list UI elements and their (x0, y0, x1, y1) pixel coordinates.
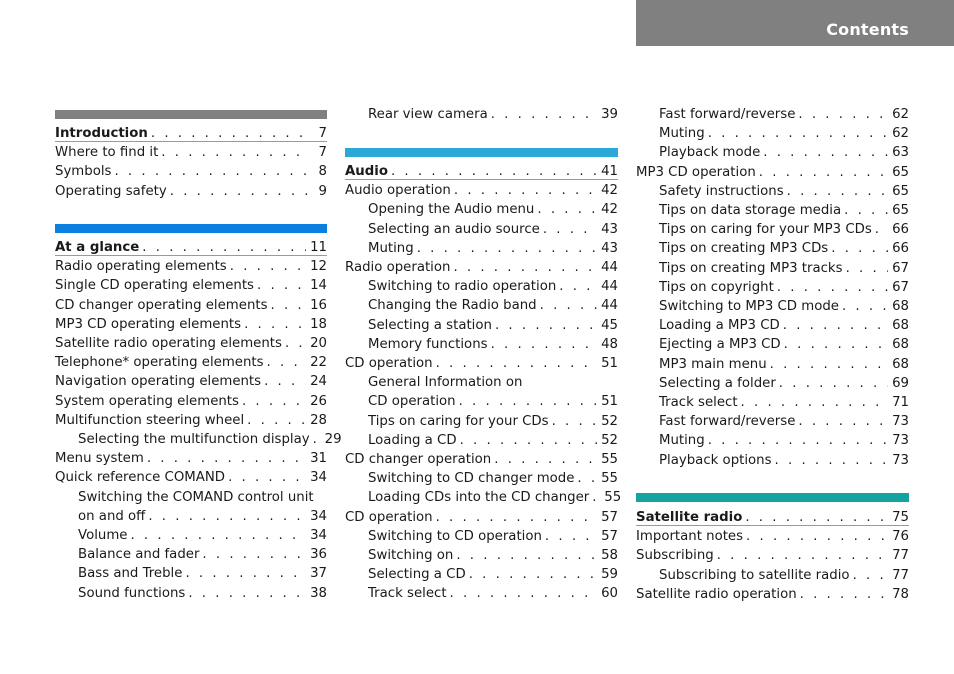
dot-leader (450, 584, 598, 603)
toc-entry-label: Selecting a folder (659, 375, 776, 391)
toc-entry-label: Loading CDs into the CD changer (368, 490, 590, 506)
dot-leader (148, 507, 306, 526)
toc-entry[interactable] (659, 451, 909, 470)
toc-entry-page: 8 (318, 164, 327, 180)
section-bar-at-a-glance (55, 224, 327, 233)
toc-entry[interactable] (55, 392, 327, 411)
toc-entry-label: Switching the COMAND control unit (78, 489, 314, 505)
toc-entry-page: 28 (310, 412, 327, 428)
toc-entry[interactable] (55, 411, 327, 430)
toc-entry[interactable] (368, 584, 618, 603)
toc-entry-label: Multifunction steering wheel (55, 412, 245, 428)
toc-entry[interactable] (659, 182, 909, 201)
dot-leader (777, 278, 888, 297)
toc-entry-label: Muting (368, 240, 414, 256)
dot-leader (708, 124, 888, 143)
toc-entry-page: 77 (892, 567, 909, 583)
dot-leader (453, 258, 597, 277)
toc-entry-page: 31 (310, 451, 327, 467)
toc-entry[interactable] (368, 412, 618, 431)
toc-entry[interactable] (368, 469, 618, 488)
dot-leader (417, 239, 597, 258)
toc-entry[interactable] (345, 162, 618, 181)
section-divider (636, 525, 909, 526)
toc-entry-label: CD operation (345, 509, 433, 525)
toc-entry-page: 76 (892, 529, 909, 545)
toc-entry[interactable] (636, 508, 909, 527)
toc-entry-label: Symbols (55, 164, 112, 180)
toc-entry-page: 68 (892, 299, 909, 314)
dot-leader (459, 392, 597, 411)
toc-entry[interactable] (345, 508, 618, 527)
section-divider (345, 179, 618, 180)
toc-entry-label: Switching on (368, 548, 454, 563)
toc-entry-label: Opening the Audio menu (368, 202, 535, 218)
toc-entry-page: 57 (601, 509, 618, 525)
toc-entry[interactable] (636, 585, 909, 604)
toc-entry-label: Tips on caring for your MP3 CDs (659, 222, 872, 238)
toc-entry[interactable] (636, 546, 909, 565)
dot-leader (559, 277, 597, 296)
dot-leader (114, 162, 307, 181)
toc-entry-page: 75 (892, 510, 909, 525)
dot-leader (875, 220, 888, 239)
toc-entry[interactable] (78, 584, 327, 603)
toc-entry-label: Satellite radio operation (636, 586, 797, 602)
toc-entry-page: 26 (310, 393, 327, 409)
toc-entry-label: Sound functions (78, 585, 186, 601)
toc-entry-page: 44 (601, 298, 618, 314)
toc-entry-page: 41 (601, 164, 618, 179)
dot-leader (717, 546, 888, 565)
toc-entry-page: 43 (601, 221, 618, 237)
dot-leader (708, 431, 888, 450)
dot-leader (460, 431, 597, 450)
dot-leader (853, 566, 889, 585)
dot-leader (495, 316, 597, 335)
toc-entry-label: Single CD operating elements (55, 278, 254, 294)
toc-entry-page: 37 (310, 566, 327, 582)
toc-entry-page: 68 (892, 337, 909, 353)
toc-entry-label: Rear view camera (368, 107, 488, 122)
section-bar-introduction (55, 110, 327, 119)
toc-entry[interactable] (55, 124, 327, 143)
dot-leader (779, 374, 888, 393)
toc-entry[interactable] (368, 373, 618, 392)
toc-entry-page: 48 (601, 336, 618, 352)
toc-entry[interactable] (368, 546, 618, 565)
toc-entry[interactable] (78, 545, 327, 564)
toc-entry-label: Where to find it (55, 145, 159, 161)
toc-entry-page: 24 (310, 374, 327, 390)
toc-entry-label: At a glance (55, 240, 140, 255)
dot-leader (242, 392, 306, 411)
toc-entry[interactable] (55, 372, 327, 391)
toc-entry-label: Operating safety (55, 183, 167, 199)
toc-entry-label: Switching to radio operation (368, 279, 557, 295)
dot-leader (454, 181, 597, 200)
toc-entry-label: CD changer operating elements (55, 297, 268, 313)
toc-entry-page: 12 (310, 259, 327, 275)
toc-entry-page: 63 (892, 145, 909, 161)
toc-entry-page: 52 (601, 413, 618, 429)
dot-leader (391, 162, 597, 181)
toc-entry-page: 34 (310, 508, 327, 524)
toc-entry-label: Introduction (55, 126, 148, 141)
toc-entry-label: Tips on copyright (659, 279, 774, 295)
toc-entry[interactable] (368, 392, 618, 411)
dot-leader (846, 259, 889, 278)
toc-entry[interactable] (55, 315, 327, 334)
toc-entry[interactable] (55, 182, 327, 201)
toc-entry-page: 16 (310, 297, 327, 313)
toc-entry-page: 9 (318, 183, 327, 199)
toc-entry[interactable] (368, 220, 618, 239)
toc-entry[interactable] (659, 297, 909, 316)
toc-entry[interactable] (659, 124, 909, 143)
toc-entry-label: Volume (78, 528, 128, 543)
toc-entry[interactable] (659, 259, 909, 278)
dot-leader (130, 526, 306, 545)
toc-entry-page: 66 (892, 241, 909, 257)
dot-leader (745, 508, 888, 527)
dot-leader (185, 564, 306, 583)
dot-leader (257, 276, 306, 295)
toc-entry-page: 44 (601, 279, 618, 295)
dot-leader (543, 220, 597, 239)
dot-leader (491, 335, 598, 354)
toc-entry[interactable] (368, 105, 618, 124)
toc-entry-page: 29 (324, 432, 342, 447)
dot-leader (491, 105, 597, 124)
toc-entry-label: Tips on creating MP3 CDs (659, 241, 829, 257)
dot-leader (831, 239, 888, 258)
toc-entry-label: CD operation (345, 356, 433, 371)
toc-entry-label: Menu system (55, 451, 144, 467)
toc-entry[interactable] (345, 181, 618, 200)
dot-leader (746, 527, 888, 546)
toc-entry[interactable] (78, 430, 342, 449)
toc-entry-label: Playback options (659, 452, 772, 468)
toc-entry[interactable] (659, 393, 909, 412)
toc-entry-page: 22 (310, 355, 327, 371)
toc-entry[interactable] (55, 143, 327, 162)
toc-entry-label: Telephone* operating elements (55, 355, 264, 371)
dot-leader (170, 182, 307, 201)
dot-leader (537, 200, 597, 219)
dot-leader (267, 353, 307, 372)
dot-leader (798, 105, 888, 124)
toc-entry[interactable] (659, 143, 909, 162)
dot-leader (202, 545, 306, 564)
toc-entry-page: 11 (310, 240, 327, 255)
toc-entry-page: 44 (601, 260, 618, 275)
toc-entry[interactable] (659, 278, 909, 297)
dot-leader (552, 412, 597, 431)
toc-entry-page: 60 (601, 586, 618, 602)
toc-entry-page: 66 (892, 222, 909, 238)
toc-entry-label: MP3 main menu (659, 356, 767, 372)
toc-entry-label: Muting (659, 433, 705, 449)
toc-entry-page: 55 (604, 490, 622, 506)
toc-entry[interactable] (368, 488, 622, 507)
toc-entry[interactable] (368, 239, 618, 258)
toc-entry[interactable] (345, 258, 618, 277)
dot-leader (264, 372, 306, 391)
toc-entry[interactable] (659, 412, 909, 431)
toc-entry-label: Satellite radio (636, 510, 743, 525)
toc-entry-label: Selecting an audio source (368, 221, 540, 237)
dot-leader (577, 469, 597, 488)
toc-entry-label: Loading a MP3 CD (659, 318, 780, 334)
toc-entry[interactable] (659, 105, 909, 124)
toc-entry-page: 78 (892, 586, 909, 602)
toc-entry-page: 7 (318, 126, 327, 141)
toc-entry[interactable] (368, 316, 618, 335)
toc-entry-label: on and off (78, 508, 146, 524)
dot-leader (228, 468, 306, 487)
toc-entry-page: 73 (892, 414, 909, 430)
toc-entry[interactable] (368, 565, 618, 584)
dot-leader (798, 412, 888, 431)
toc-entry[interactable] (659, 566, 909, 585)
toc-entry-page: 73 (892, 433, 909, 449)
toc-entry[interactable] (78, 526, 327, 545)
dot-leader (784, 335, 888, 354)
toc-entry-page: 42 (601, 183, 618, 199)
toc-entry[interactable] (55, 449, 327, 468)
dot-leader (456, 546, 597, 565)
toc-entry-label: Fast forward/reverse (659, 107, 796, 122)
toc-entry-page: 67 (892, 279, 909, 295)
toc-entry-label: MP3 CD operating elements (55, 316, 242, 332)
page-title: Contents (826, 20, 909, 39)
toc-entry-label: Radio operating elements (55, 259, 227, 275)
toc-entry-page: 62 (892, 126, 909, 142)
toc-entry[interactable] (55, 276, 327, 295)
toc-entry-page: 36 (310, 547, 327, 563)
toc-entry-label: Selecting a CD (368, 567, 466, 583)
toc-entry-page: 45 (601, 317, 618, 333)
toc-entry-label: General Information on (368, 375, 523, 391)
toc-entry-label: Quick reference COMAND (55, 470, 226, 486)
toc-entry-label: Safety instructions (659, 183, 784, 199)
toc-entry-label: Subscribing to satellite radio (659, 567, 850, 583)
toc-entry[interactable] (368, 431, 618, 450)
dot-leader (842, 297, 888, 316)
toc-entry-page: 69 (892, 375, 909, 391)
toc-entry-page: 62 (892, 107, 909, 122)
toc-entry-label: Subscribing (636, 548, 714, 564)
toc-entry-page: 77 (892, 548, 909, 564)
toc-entry[interactable] (368, 200, 618, 219)
dot-leader (775, 451, 889, 470)
toc-entry-page: 65 (892, 164, 909, 180)
toc-entry-page: 51 (601, 394, 618, 410)
dot-leader (770, 355, 888, 374)
toc-entry-page: 43 (601, 240, 618, 256)
toc-entry[interactable] (368, 296, 618, 315)
dot-leader (151, 124, 307, 143)
toc-entry-label: Ejecting a MP3 CD (659, 337, 781, 353)
toc-entry-label: Memory functions (368, 336, 488, 352)
dot-leader (271, 296, 307, 315)
dot-leader (540, 296, 597, 315)
toc-entry[interactable] (55, 238, 327, 257)
toc-entry[interactable] (659, 201, 909, 220)
toc-entry-label: Switching to CD changer mode (368, 471, 575, 487)
toc-entry-label: Fast forward/reverse (659, 414, 796, 430)
toc-entry-page: 55 (601, 471, 618, 487)
toc-entry-label: Audio (345, 164, 388, 179)
toc-entry-label: CD changer operation (345, 452, 492, 467)
toc-entry-page: 71 (892, 395, 909, 410)
toc-entry-page: 18 (310, 316, 327, 332)
toc-entry[interactable] (55, 296, 327, 315)
toc-entry-label: Tips on caring for your CDs (368, 413, 549, 429)
dot-leader (469, 565, 597, 584)
dot-leader (800, 585, 888, 604)
toc-entry-label: Selecting the multifunction display (78, 432, 310, 447)
toc-entry-label: Track select (368, 586, 447, 602)
toc-entry[interactable] (659, 239, 909, 258)
dot-leader (494, 450, 597, 469)
dot-leader (161, 143, 307, 162)
toc-entry-label: Track select (659, 395, 738, 410)
toc-entry-label: Loading a CD (368, 432, 457, 448)
toc-entry[interactable] (55, 162, 327, 181)
toc-entry-label: Playback mode (659, 145, 761, 161)
toc-entry-page: 55 (601, 452, 618, 467)
toc-entry[interactable] (659, 335, 909, 354)
dot-leader (230, 257, 306, 276)
toc-entry-label: Selecting a station (368, 317, 492, 333)
toc-entry[interactable] (368, 335, 618, 354)
toc-entry[interactable] (659, 431, 909, 450)
dot-leader (592, 488, 600, 507)
toc-entry[interactable] (55, 468, 327, 487)
toc-entry[interactable] (55, 257, 327, 276)
toc-entry[interactable] (78, 507, 327, 526)
toc-entry[interactable] (636, 163, 909, 182)
dot-leader (545, 527, 597, 546)
dot-leader (285, 334, 306, 353)
toc-entry[interactable] (78, 564, 327, 583)
toc-entry-page: 7 (318, 145, 327, 161)
toc-entry[interactable] (659, 220, 909, 239)
toc-entry[interactable] (345, 450, 618, 469)
dot-leader (142, 238, 306, 257)
toc-entry[interactable] (636, 527, 909, 546)
toc-entry-label: CD operation (368, 394, 456, 410)
toc-entry-label: Switching to MP3 CD mode (659, 299, 839, 314)
toc-entry-label: Bass and Treble (78, 566, 183, 582)
toc-entry-label: Navigation operating elements (55, 374, 262, 390)
toc-entry-page: 51 (601, 356, 618, 371)
dot-leader (787, 182, 888, 201)
toc-entry-page: 34 (310, 470, 327, 486)
dot-leader (188, 584, 306, 603)
toc-entry-label: Satellite radio operating elements (55, 336, 282, 351)
toc-entry-page: 65 (892, 183, 909, 199)
toc-entry-page: 39 (601, 107, 618, 122)
toc-entry[interactable] (659, 374, 909, 393)
header-tab (636, 0, 954, 46)
toc-entry[interactable] (55, 353, 327, 372)
toc-entry-page: 34 (310, 528, 327, 543)
toc-entry-page: 65 (892, 203, 909, 218)
dot-leader (741, 393, 889, 412)
section-divider (55, 255, 327, 256)
toc-entry-page: 14 (310, 278, 327, 294)
toc-entry-label: Tips on data storage media (659, 203, 842, 218)
toc-entry-label: Audio operation (345, 183, 451, 199)
section-bar-satellite-radio (636, 493, 909, 502)
toc-entry[interactable] (659, 316, 909, 335)
dot-leader (783, 316, 888, 335)
toc-entry-page: 73 (892, 452, 909, 468)
toc-entry[interactable] (368, 277, 618, 296)
dot-leader (147, 449, 306, 468)
toc-entry-page: 59 (601, 567, 618, 583)
toc-entry-label: Important notes (636, 529, 744, 545)
toc-entry-page: 20 (310, 336, 327, 351)
toc-entry-label: Radio operation (345, 260, 451, 275)
toc-entry-page: 68 (892, 356, 909, 372)
dot-leader (313, 430, 321, 449)
toc-entry-page: 68 (892, 318, 909, 334)
toc-entry-label: Muting (659, 126, 705, 142)
toc-entry-label: System operating elements (55, 393, 239, 409)
toc-entry-page: 38 (310, 585, 327, 601)
toc-entry-page: 57 (601, 528, 618, 544)
toc-entry-label: Changing the Radio band (368, 298, 537, 314)
toc-entry-page: 52 (601, 432, 618, 448)
section-bar-audio (345, 148, 618, 157)
toc-entry[interactable] (78, 488, 327, 507)
toc-entry[interactable] (659, 355, 909, 374)
toc-entry-label: Tips on creating MP3 tracks (659, 260, 843, 276)
dot-leader (244, 315, 306, 334)
toc-entry[interactable] (368, 527, 618, 546)
section-divider (55, 141, 327, 142)
toc-entry-label: MP3 CD operation (636, 164, 756, 180)
dot-leader (759, 163, 888, 182)
dot-leader (436, 354, 597, 373)
dot-leader (844, 201, 888, 220)
toc-entry-page: 58 (601, 548, 618, 563)
toc-entry-page: 42 (601, 202, 618, 218)
dot-leader (763, 143, 888, 162)
toc-entry[interactable] (55, 334, 327, 353)
dot-leader (436, 508, 597, 527)
toc-entry-page: 67 (892, 260, 909, 276)
toc-entry[interactable] (345, 354, 618, 373)
toc-entry-label: Switching to CD operation (368, 528, 542, 544)
toc-entry-label: Balance and fader (78, 547, 200, 563)
dot-leader (247, 411, 306, 430)
